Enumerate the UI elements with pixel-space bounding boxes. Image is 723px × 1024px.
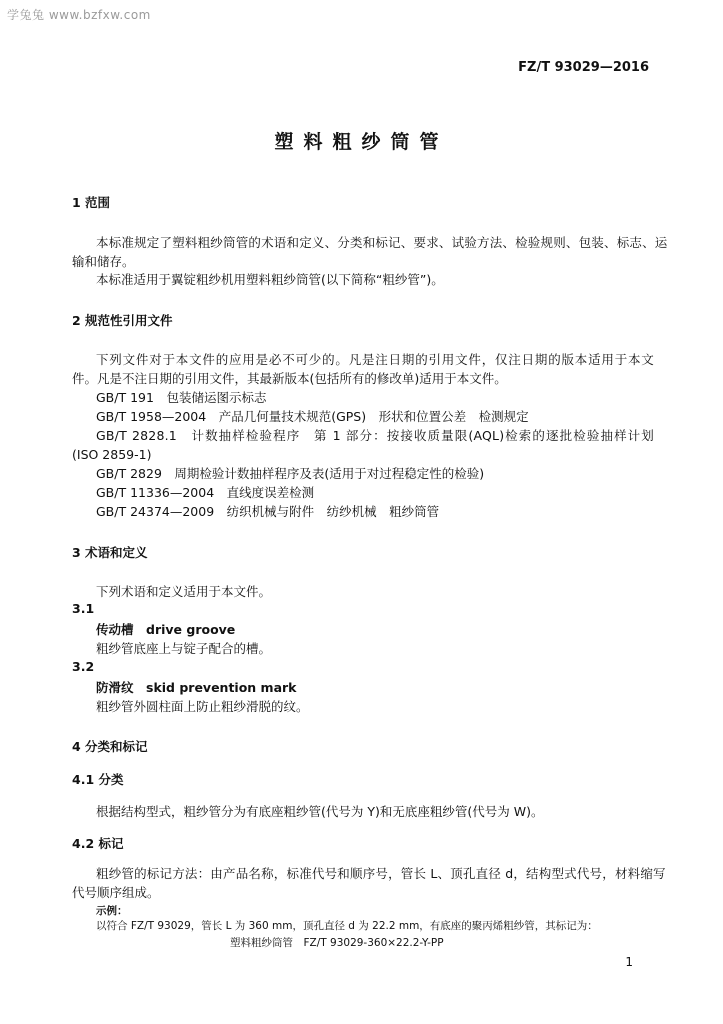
section-4-2-heading: 4.2 标记 xyxy=(72,836,124,851)
section-4-1-heading: 4.1 分类 xyxy=(72,772,124,787)
document-title: 塑料粗纱筒管 xyxy=(274,131,449,153)
section-4-2-line1: 粗纱管的标记方法：由产品名称，标准代号和顺序号，管长 L、顶孔直径 d，结构型式代号，材料缩写 xyxy=(96,866,666,881)
ref-iso-2859-1: (ISO 2859-1) xyxy=(72,447,152,462)
term-definition: 粗纱管外圆柱面上防止粗纱滑脱的纹。 xyxy=(96,699,309,714)
example-text: 以符合 FZ/T 93029，管长 L 为 360 mm，顶孔直径 d 为 22.2 mm，有底座的聚丙烯粗纱管，其标记为： xyxy=(96,920,598,932)
section-3-heading: 3 术语和定义 xyxy=(72,545,148,560)
section-4-1-text: 根据结构型式，粗纱管分为有底座粗纱管(代号为 Y)和无底座粗纱管(代号为 W)。 xyxy=(96,804,544,819)
ref-gbt-24374: GB/T 24374—2009 纺织机械与附件 纺纱机械 粗纱筒管 xyxy=(96,504,440,519)
term-definition: 粗纱管底座上与锭子配合的槽。 xyxy=(96,641,272,656)
term-number: 3.2 xyxy=(72,659,95,674)
term-number: 3.1 xyxy=(72,601,95,616)
ref-gbt-2828-1: GB/T 2828.1 计数抽样检验程序 第 1 部分：按接收质量限(AQL)检索的逐批检验抽样计划 xyxy=(96,428,654,443)
section-3-intro: 下列术语和定义适用于本文件。 xyxy=(96,584,272,599)
section-1-para2: 本标准适用于翼锭粗纱机用塑料粗纱筒管(以下简称“粗纱管”)。 xyxy=(96,272,444,287)
section-4-2-line2: 代号顺序组成。 xyxy=(72,885,160,900)
ref-gbt-191: GB/T 191 包装储运图示标志 xyxy=(96,390,267,405)
term-title: 防滑纹 skid prevention mark xyxy=(96,680,297,695)
section-1-para1-line1: 本标准规定了塑料粗纱筒管的术语和定义、分类和标记、要求、试验方法、检验规则、包装、标志、运 xyxy=(96,235,668,250)
section-2-para-line2: 件。凡是不注日期的引用文件，其最新版本(包括所有的修改单)适用于本文件。 xyxy=(72,371,507,386)
section-1-heading: 1 范围 xyxy=(72,195,111,210)
ref-gbt-2829: GB/T 2829 周期检验计数抽样程序及表(适用于对过程稳定性的检验) xyxy=(96,466,485,481)
term-title: 传动槽 drive groove xyxy=(96,622,236,637)
example-mark: 塑料粗纱筒管 FZ/T 93029-360×22.2-Y-PP xyxy=(230,937,444,949)
page-number: 1 xyxy=(625,955,633,969)
watermark-text: 学兔兔 www.bzfxw.com xyxy=(7,8,151,22)
section-1-para1-line2: 输和储存。 xyxy=(72,254,135,269)
standard-number: FZ/T 93029—2016 xyxy=(518,60,649,75)
section-2-para-line1: 下列文件对于本文件的应用是必不可少的。凡是注日期的引用文件，仅注日期的版本适用于本文 xyxy=(96,352,654,367)
example-label: 示例： xyxy=(96,905,128,917)
section-2-heading: 2 规范性引用文件 xyxy=(72,313,173,328)
ref-gbt-11336: GB/T 11336—2004 直线度误差检测 xyxy=(96,485,315,500)
ref-gbt-1958: GB/T 1958—2004 产品几何量技术规范(GPS) 形状和位置公差 检测规定 xyxy=(96,409,529,424)
section-4-heading: 4 分类和标记 xyxy=(72,739,148,754)
